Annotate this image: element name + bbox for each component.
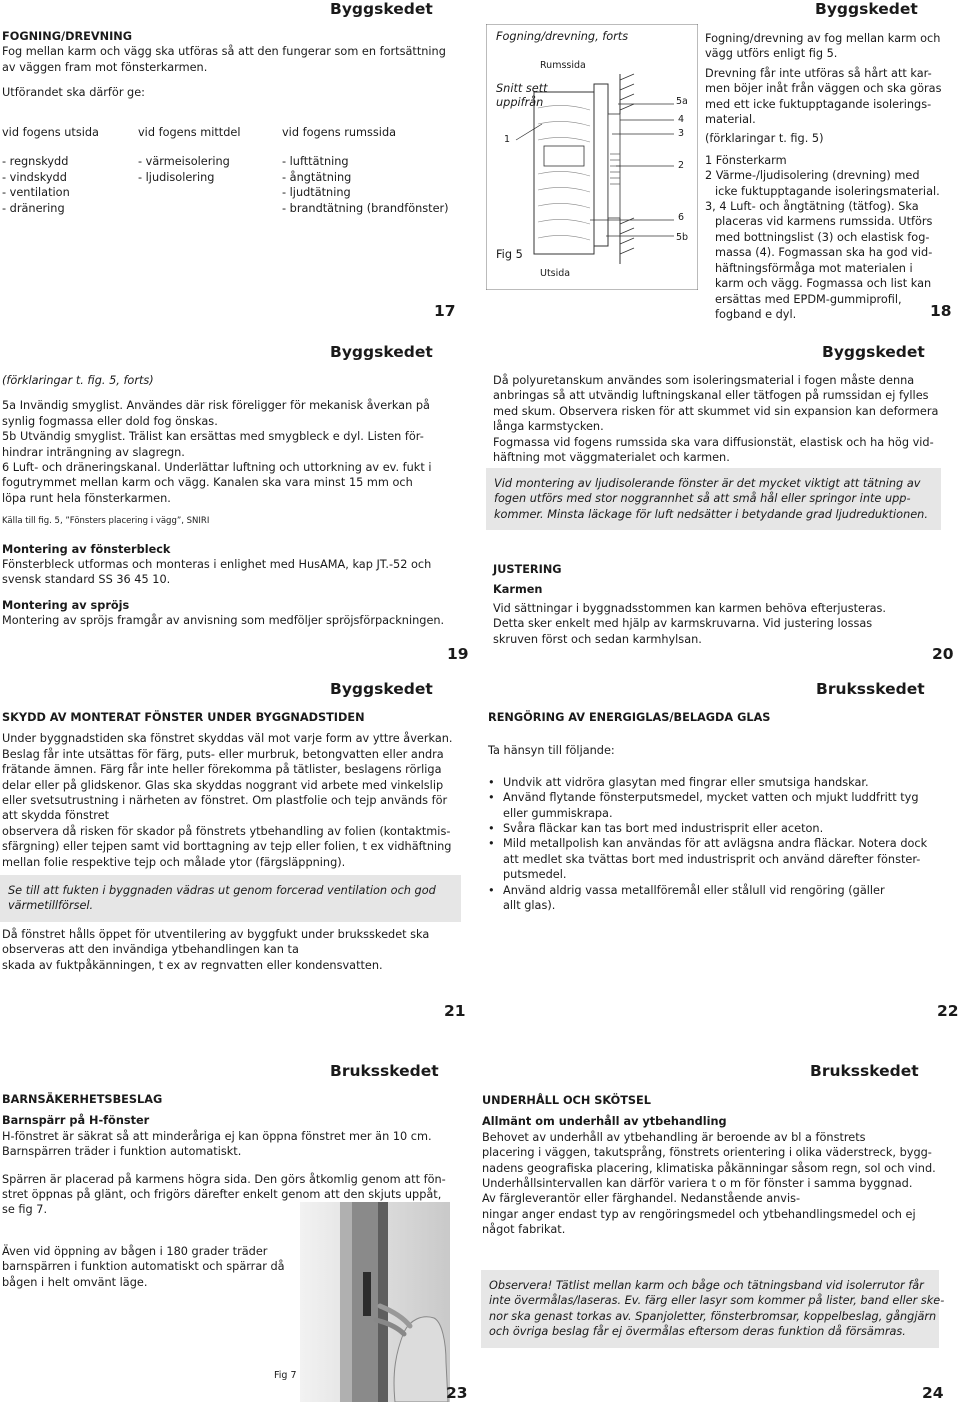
highlight-box [486,468,941,530]
text-line: Fönsterbleck utformas och monteras i enlighet med HusAMA, kap JT.-52 och [2,558,432,572]
text-line: Fogning/drevning av fog mellan karm och [705,32,941,45]
text-line: Observera! Tätlist mellan karm och båge och tätningsband vid isolerrutor får [489,1279,924,1292]
list-item [503,821,948,836]
text-line: • Svåra fläckar kan tas bort med industrisprit eller aceton. [503,822,824,836]
text-line: Då fönstret hålls öppet för utventilering av byggfukt under bruksskedet ska [2,928,430,941]
text-line: • Mild metallpolish kan användas för att avlägsna andra fläckar. Notera dock [503,837,928,851]
legend-line: med bottningslist (3) och elastisk fog- [715,230,930,244]
highlight-box [481,1270,945,1348]
list-item: - brandtätning (brandfönster) [282,201,449,215]
list-item [503,790,948,821]
text-line: Spärren är placerad på karmens högra sida. Den görs åtkomlig genom att fön- [2,1172,446,1186]
section-subtitle: Allmänt om underhåll av ytbehandling [482,1115,727,1129]
text-line: Underhållsintervallen kan därför variera t o m för fönster i samma byggnad. [482,1177,913,1191]
list-item [503,836,948,882]
text-line: värmetillförsel. [8,899,94,913]
legend-line: massa (4). Fogmassan ska ha god vid- [715,246,933,260]
legend-line: synlig fogmassa eller dold fog önskas. [2,414,218,428]
page-19 [2,373,452,629]
legend-line: 5b Utvändig smyglist. Trälist kan ersättas med smygbleck e dyl. Listen för- [2,430,424,444]
legend-line: hindrar inträngning av slagregn. [2,445,185,459]
text-line: Under byggnadstiden ska fönstret skyddas väl mot varje form av yttre åverkan. [2,732,453,746]
legend-line: fogutrymmet mellan karm och vägg. Kanalen ska vara minst 15 mm och [2,476,413,490]
source-note: Källa till fig. 5, ”Fönsters placering i vägg”, SNIRI [2,516,210,527]
text-line: vägg utförs enligt fig 5. [705,47,838,61]
section-subtitle: Barnspärr på H-fönster [2,1114,150,1128]
text-line: Vid montering av ljudisolerande fönster är det mycket viktigt att tätning av [494,477,921,490]
list-item: - ljudtätning [282,186,351,200]
text-line: bågen i helt omvänt läge. [2,1275,148,1289]
list-item [503,775,948,790]
text-line: frätande ämnen. Färg får inte heller förekomma på tätlister, beslagens rörliga [2,763,442,777]
section-title: RENGÖRING AV ENERGIGLAS/BELAGDA GLAS [488,711,771,724]
text-line: material. [705,113,756,127]
text-line: något fabrikat. [482,1223,566,1237]
figure-note: (förklaringar t. fig. 5, forts) [2,374,154,387]
text-line: nadens geografiska placering, klimatiska påkänningar såsom regn, sol och vind. [482,1161,936,1175]
page-number: 22 [937,1002,959,1020]
section-title: Montering av fönsterbleck [2,542,171,556]
page-number: 18 [930,302,952,320]
legend-line: icke fuktupptagande isoleringsmaterial. [715,184,940,198]
text-line: långa karmstycken. [493,420,604,434]
text-line: Detta sker enkelt med hjälp av karmskruvarna. Vid justering lossas [493,617,873,631]
fog-column-outside [2,125,137,216]
text-line: observeras att den invändiga ytbehandlingen kan ta [2,943,299,957]
page-number: 24 [922,1384,944,1402]
text-line: med skum. Observera risken för att skummet vid sin expansion kan deformera [493,404,939,418]
column-heading: vid fogens rumssida [282,126,397,139]
section-title: SKYDD AV MONTERAT FÖNSTER UNDER BYGGNADSTIDEN [2,711,365,724]
text-line: Montering av spröjs framgår av anvisning som medföljer spröjsförpackningen. [2,614,445,628]
list-item [503,883,948,914]
section-title: JUSTERING [493,563,562,576]
callout-1: 1 [504,134,511,145]
text-line: nor ska genast torkas av. Spanjoletter, fönsterbromsar, koppelbeslag, gångjärn [489,1309,937,1323]
text-line: och övriga beslag får ej övermålas eftersom deras funktion då försämras. [489,1325,906,1339]
page-number: 20 [932,645,954,663]
text-line: att skydda fönstret [2,809,110,823]
legend-line: 1 Fönsterkarm [705,153,787,167]
page-number: 19 [447,645,469,663]
callout-5b: 5b [676,232,689,243]
text-line: Fogmassa vid fogens rumssida ska vara diffusionstät, elastisk och ha hög vid- [493,435,934,449]
list-item: - ventilation [2,186,70,200]
text-line: Då polyuretanskum användes som isoleringsmaterial i fogen måste denna [493,374,915,387]
text-line: häftning mot väggmaterialet och karmen. [493,451,730,465]
figure-5 [486,24,698,290]
text-line: skada av fuktpåkänningen, t ex av regnvatten eller kondensvatten. [2,958,383,972]
text-line: att medlet ska tvättas bort med industrisprit och använd därefter fönster- [503,852,921,866]
text-line: svensk standard SS 36 45 10. [2,573,171,587]
page-20 [493,373,948,465]
text-line: Av färgleverantör eller färghandel. Nedanstående anvis- [482,1192,801,1206]
room-side-label: Rumssida [540,60,586,71]
text-line: allt glas). [503,899,556,913]
bullet-list [488,775,948,914]
legend-line: 5a Invändig smyglist. Användes där risk föreligger för mekanisk åverkan på [2,399,430,413]
text-line: skruven först och sedan karmhylsan. [493,632,702,646]
list-item: - vindskydd [2,170,67,184]
figure-heading: Fogning/drevning, forts [496,30,629,43]
section-label: Snitt sett [496,82,548,95]
text-line: mellan folie respektive tejp och målade ytor (färgsläppning). [2,855,346,869]
section-title: FOGNING/DREVNING [2,30,133,43]
highlight-box [0,875,461,922]
legend-line: ersättas med EPDM-gummiprofil, [715,292,902,306]
text-line: eller svetsutrustning i närheten av fönstret. Om plastfolie och tejp används för [2,794,448,808]
legend-line: häftningsförmåga mot materialen i [715,261,913,275]
fog-column-room [282,125,452,216]
section-title: Montering av spröjs [2,598,130,612]
outside-label: Utsida [540,268,571,279]
text-line: kommer. Minsta läckage för luft nedsätter i betydande grad ljudreduktionen. [494,507,928,521]
text-line: H-fönstret är säkrat så att minderåriga ej kan öppna fönstret mer än 10 cm. [2,1129,432,1143]
list-item: - ångtätning [282,170,352,184]
text-line: Utförandet ska därför ge: [2,86,145,100]
text-line: observera då risken för skador på fönstrets ytbehandling av folien (kontaktmis- [2,824,451,838]
page-24 [482,1093,948,1238]
legend-line: karm och vägg. Fogmassa och list kan [715,277,932,291]
text-line: Vid sättningar i byggnadsstommen kan karmen behöva efterjusteras. [493,601,887,615]
page-header: Byggskedet [822,343,925,361]
text-line: Ta hänsyn till följande: [488,744,615,758]
text-line: placering i väggen, takutsprång, fönstrets orientering i olika väderstreck, bygg- [482,1146,932,1160]
page-header: Byggskedet [815,0,918,18]
text-line: Drevning får inte utföras så hårt att kar- [705,66,932,80]
text-line: eller gummiskrapa. [503,806,613,820]
text-line: putsmedel. [503,868,567,882]
figure-7 [274,1202,450,1402]
text-line: sfärgning) eller tejpen samt vid borttagning av tejp eller folien, t ex vidhäftning [2,840,452,854]
list-item: - lufttätning [282,155,349,169]
legend-line: 3, 4 Luft- och ångtätning (tätfog). Ska [705,200,919,214]
section-title: BARNSÄKERHETSBESLAG [2,1093,163,1106]
text-line: • Undvik att vidröra glasytan med fingrar eller smutsiga handskar. [503,775,869,789]
list-item: - regnskydd [2,155,69,169]
list-item: - värmeisolering [138,155,230,169]
callout-6: 6 [678,212,685,223]
text-line: Behovet av underhåll av ytbehandling är beroende av bl a fönstrets [482,1130,866,1144]
page-number: 23 [446,1384,468,1402]
text-line: stret öppnas på glänt, och frigörs därefter enkelt genom att den skjuts uppåt, [2,1188,442,1202]
page-21 [2,710,457,870]
text-line: Fog mellan karm och vägg ska utföras så att den fungerar som en fortsättning [2,45,446,59]
text-line: anbringas så att utvändig luftningskanal eller tätfogen på rumssidan ej fylles [493,389,929,403]
page-20-adjust [493,562,948,647]
text-line: Barnspärren träder i funktion automatiskt. [2,1145,242,1159]
legend-line: löpa runt hela fönsterkarmen. [2,491,171,505]
text-line: ningar anger endast typ av rengöringsmedel och ytbehandlingsmedel och ej [482,1207,916,1221]
fog-column-middle [138,125,278,185]
legend-line: 2 Värme-/ljudisolering (drevning) med [705,169,920,183]
text-line: delar eller på glidskenor. Glas ska skyddas noggrant vid arbete med vinkelslip [2,778,444,792]
section-subtitle: Karmen [493,583,543,597]
text-line: se fig 7. [2,1203,48,1217]
text-line: Även vid öppning av bågen i 180 grader träder [2,1244,268,1258]
column-heading: vid fogens mittdel [138,126,241,139]
text-line: inte övermålas/laseras. Ev. färg eller lasyr som kommer på lister, band eller ske- [489,1294,945,1308]
page-header: Byggskedet [330,343,433,361]
section-label: uppifrån [496,96,544,109]
legend-line: placeras vid karmens rumssida. Utförs [715,215,933,229]
text-line: med ett icke fuktupptagande isolerings- [705,97,932,111]
callout-3: 3 [678,128,685,139]
text-line: av väggen fram mot fönsterkarmen. [2,60,208,74]
page-number: 21 [444,1002,466,1020]
figure-label: Fig 7 [274,1370,297,1381]
legend-line: 6 Luft- och dräneringskanal. Underlättar luftning och uttorkning av ev. fukt i [2,461,432,475]
list-item: - dränering [2,201,65,215]
text-line: • Använd aldrig vassa metallföremål eller stålull vid rengöring (gäller [503,883,885,897]
text-line: barnspärren i funktion automatiskt och spärrar då [2,1260,285,1274]
page-21-end [2,927,457,973]
text-line: Se till att fukten i byggnaden vädras ut genom forcerad ventilation och god [8,884,436,897]
section-title: UNDERHÅLL OCH SKÖTSEL [482,1094,651,1107]
legend-line: fogband e dyl. [715,307,797,321]
page-number: 17 [434,302,456,320]
list-item: - ljudisolering [138,170,215,184]
callout-2: 2 [678,160,685,171]
page-22 [488,710,948,913]
page-18-text [705,31,950,322]
text-line: Beslag får inte utsättas för färg, puts- eller murbruk, betongvatten eller andra [2,747,444,761]
figure-note: (förklaringar t. fig. 5) [705,132,824,146]
text-line: fogen utförs med stor noggrannhet så att små hål eller springor inte upp- [494,492,911,506]
text-line: men böjer inåt från väggen och ska göras [705,82,942,96]
figure-label: Fig 5 [496,248,523,261]
page-header: Bruksskedet [816,680,925,698]
page-header: Bruksskedet [330,1062,439,1080]
text-line: • Använd flytande fönsterputsmedel, mycket vatten och mjukt luddfritt tyg [503,791,919,805]
page-17 [2,29,452,101]
page-header: Bruksskedet [810,1062,919,1080]
page-header: Byggskedet [330,0,433,18]
page-header: Byggskedet [330,680,433,698]
fig7-window-photo [300,1202,450,1402]
column-heading: vid fogens utsida [2,126,99,139]
callout-4: 4 [678,114,685,125]
callout-5a: 5a [676,96,688,107]
